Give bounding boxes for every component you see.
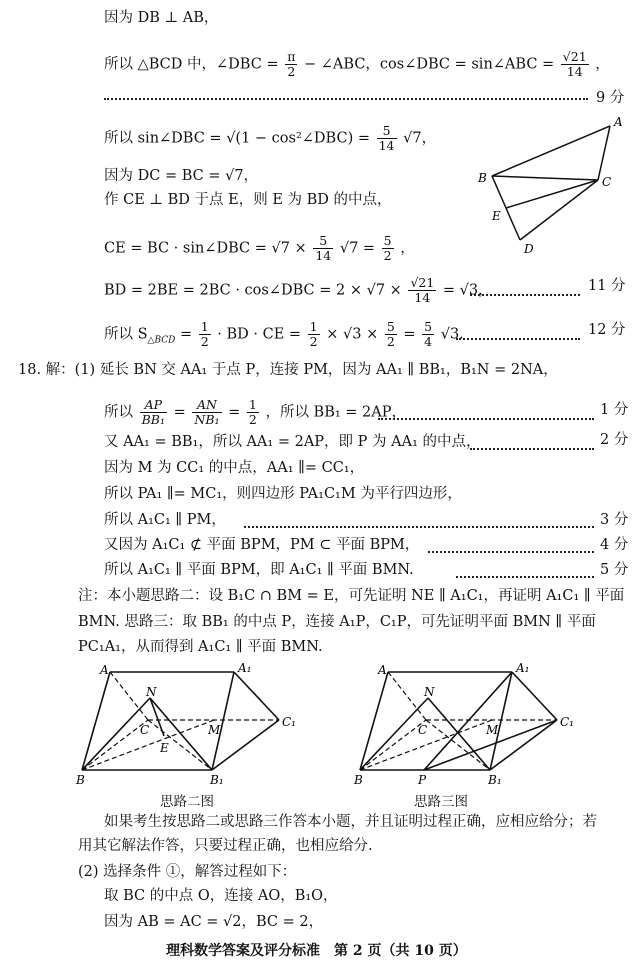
score-leader-dots [470,294,580,296]
line-conclusion: 所以 A₁C₁ ∥ 平面 BPM，即 A₁C₁ ∥ 平面 BMN. [104,562,414,578]
label-D: D [524,242,534,256]
svg-text:P: P [418,773,427,786]
score-leader-dots [104,98,588,100]
score-12: 12 分 [588,322,626,338]
fraction-pi-over-2: $\frac{\pi}{2}$ [287,49,296,79]
note-line-2: BMN. 思路三：取 BB₁ 的中点 P，连接 A₁P，C₁P，可先证明平面 BMN ∥ 平面 [78,614,596,630]
line-bd-value: BD = 2BE = 2BC · cos∠DBC = 2 × √7 × $\frac{√21}{14}$ = √3， [104,275,493,305]
score-leader-dots [470,448,594,450]
svg-text:B₁: B₁ [210,773,224,786]
svg-text:A₁: A₁ [238,662,252,675]
line-midpoint-o: 取 BC 的中点 O，连接 AO，B₁O， [104,888,338,904]
score-leader-dots [428,551,594,553]
line-area-bcd: 所以 $S_{\triangle BCD}$ = $\frac{1}{2}$ · BD · CE = $\frac{1}{2}$ × √3 × $\frac{5}{2}$ = $\frac{5}{4}$ √3. [104,319,464,349]
svg-text:C₁: C₁ [560,715,574,729]
svg-text:B₁: B₁ [488,773,502,786]
line-sin-dbc: 所以 sin∠DBC = √(1 − cos²∠DBC) = $\frac{5}{14}$ √7， [104,123,437,153]
note-line-1: 注：本小题思路二：设 B₁C ∩ BM = E，可先证明 NE ∥ A₁C₁，再证明 A₁C₁ ∥ 平面 [78,588,625,604]
line-ratio: 所以 $\frac{AP}{\text{BB₁}}$ = $\frac{AN}{\text{NB₁}}$ = $\frac{1}{2}$ ，所以 BB₁ = 2AP， [104,397,407,427]
svg-text:A₁: A₁ [516,662,530,675]
score-11: 11 分 [588,278,626,294]
score-1: 1 分 [600,402,629,418]
note-line-3: PC₁A₁，从而得到 A₁C₁ ∥ 平面 BMN. [78,639,323,655]
svg-text:B: B [354,773,363,786]
line-db-perp-ab: 因为 DB ⊥ AB， [104,10,219,26]
line-problem-18: 18. 解：(1) 延长 BN 交 AA₁ 于点 P，连接 PM，因为 AA₁ ∥ BB₁，B₁N = 2NA， [18,362,558,378]
paragraph-line-2: 用其它解法作答，只要过程正确，也相应给分. [78,838,373,854]
svg-text:C: C [418,723,428,737]
label-A: A [614,115,623,129]
line-ab-ac: 因为 AB = AC = √2，BC = 2， [104,914,324,930]
fraction-5-over-14: $\frac{5}{14}$ [378,123,395,153]
svg-text:N: N [424,685,435,699]
score-leader-dots [378,418,594,420]
figure-triangle-abcd [468,108,628,258]
caption-approach-two: 思路二图 [160,794,214,810]
line-parallelogram: 所以 PA₁ ∥= MC₁，则四边形 PA₁C₁M 为平行四边形， [104,486,462,502]
line-ce-perp-bd: 作 CE ⊥ BD 于点 E，则 E 为 BD 的中点， [104,192,392,208]
score-leader-dots [244,526,594,528]
score-5: 5 分 [600,562,629,578]
line-not-in-plane: 又因为 A₁C₁ ⊄ 平面 BPM，PM ⊂ 平面 BPM， [104,537,420,553]
line-part-2: (2) 选择条件 ①，解答过程如下： [78,864,297,880]
label-E: E [492,209,501,223]
svg-text:E: E [160,741,169,755]
label-B: B [478,171,487,185]
svg-text:M: M [208,723,221,737]
line-a1c1-parallel-pm: 所以 A₁C₁ ∥ PM， [104,512,226,528]
figure-approach-two [74,662,314,786]
line-dc-eq-bc: 因为 DC = BC = √7， [104,168,259,184]
svg-text:N: N [146,685,157,699]
caption-approach-three: 思路三图 [414,794,468,810]
score-3: 3 分 [600,512,629,528]
svg-text:C: C [140,723,150,737]
score-leader-dots [456,338,580,340]
score-leader-dots [456,576,594,578]
figure-approach-three [352,662,592,786]
label-C: C [602,175,612,189]
line-m-midpoint: 因为 M 为 CC₁ 的中点，AA₁ ∥= CC₁， [104,460,365,476]
page-footer: 理科数学答案及评分标准 第 2 页（共 10 页） [166,943,467,959]
svg-text:B: B [76,773,85,786]
svg-text:A: A [100,663,109,677]
line-p-midpoint: 又 AA₁ = BB₁，所以 AA₁ = 2AP，即 P 为 AA₁ 的中点， [104,434,481,450]
score-9: 9 分 [596,90,625,106]
svg-text:A: A [378,663,387,677]
svg-text:M: M [486,723,499,737]
paragraph-line-1: 如果考生按思路二或思路三作答本小题，并且证明过程正确，应相应给分；若 [104,814,597,830]
line-angle-dbc: 所以 △BCD 中，∠DBC = $\frac{\pi}{2}$ − ∠ABC，cos∠DBC = sin∠ABC = $\frac{√21}{14}$ ， [104,49,610,79]
line-ce-value: CE = BC · sin∠DBC = √7 × $\frac{5}{14}$ √7 = $\frac{5}{2}$ ， [104,233,415,263]
score-4: 4 分 [600,537,629,553]
svg-text:C₁: C₁ [282,715,296,729]
score-2: 2 分 [600,432,629,448]
fraction-sqrt21-over-14: $\frac{√21}{14}$ [562,49,587,79]
